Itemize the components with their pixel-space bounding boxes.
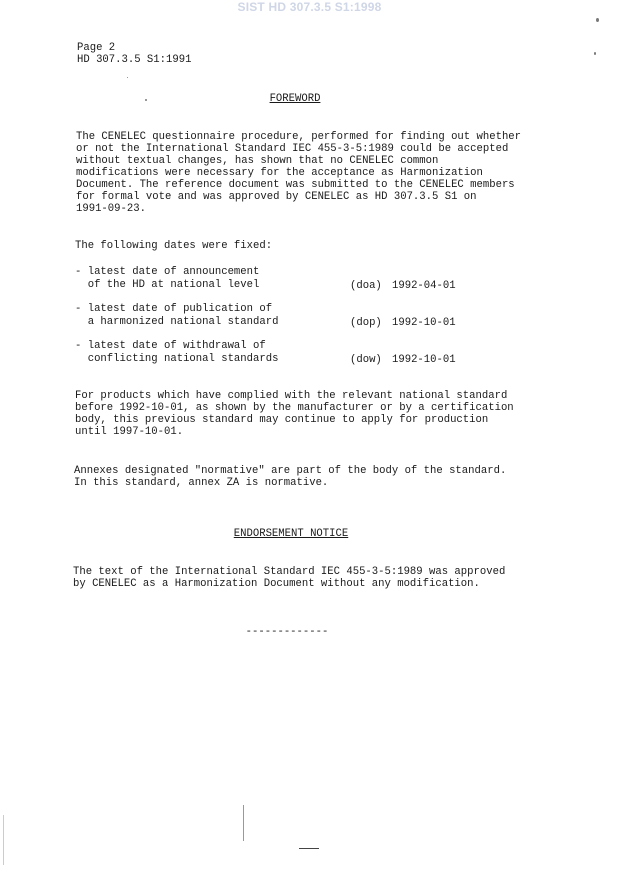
paragraph-line: or not the International Standard IEC 455-3-5:1989 could be accepted — [76, 143, 509, 155]
dates-intro: The following dates were fixed: — [75, 240, 273, 252]
date-item-label: - latest date of withdrawal of — [75, 340, 266, 352]
paragraph-line: for formal vote and was approved by CENELEC as HD 307.3.5 S1 on — [76, 191, 477, 203]
scan-mark — [243, 805, 244, 841]
date-item-label: - latest date of announcement — [75, 266, 260, 278]
endorsement-title: ENDORSEMENT NOTICE — [233, 528, 349, 540]
document-id: HD 307.3.5 S1:1991 — [77, 54, 192, 66]
date-code: (dop) — [350, 317, 382, 329]
paragraph-line: The text of the International Standard IEC 455-3-5:1989 was approved — [73, 566, 506, 578]
scan-speck — [127, 77, 128, 78]
watermark: SIST HD 307.3.5 S1:1998 — [237, 0, 382, 14]
date-value: 1992-10-01 — [392, 317, 456, 329]
date-code: (dow) — [350, 354, 382, 366]
scan-mark — [3, 815, 4, 865]
date-item-label: a harmonized national standard — [75, 316, 279, 328]
date-value: 1992-04-01 — [392, 280, 456, 292]
scan-speck — [594, 52, 596, 55]
date-value: 1992-10-01 — [392, 354, 456, 366]
paragraph-line: For products which have complied with the relevant national standard — [75, 390, 508, 402]
scan-mark — [299, 848, 319, 849]
paragraph-line: by CENELEC as a Harmonization Document without any modification. — [73, 578, 480, 590]
paragraph-line: 1991-09-23. — [76, 203, 146, 215]
paragraph-line: modifications were necessary for the acceptance as Harmonization — [76, 167, 483, 179]
scan-speck — [596, 18, 599, 22]
date-item-label: of the HD at national level — [75, 279, 260, 291]
paragraph-line: Annexes designated "normative" are part of the body of the standard. — [74, 465, 507, 477]
paragraph-line: Document. The reference document was submitted to the CENELEC members — [76, 179, 515, 191]
paragraph-line: before 1992-10-01, as shown by the manufacturer or by a certification — [75, 402, 514, 414]
paragraph-line: body, this previous standard may continue to apply for production — [75, 414, 489, 426]
paragraph-line: until 1997-10-01. — [75, 426, 184, 438]
paragraph-line: In this standard, annex ZA is normative. — [74, 477, 329, 489]
end-rule: ------------- — [245, 626, 329, 638]
page-number: Page 2 — [77, 42, 116, 54]
date-item-label: conflicting national standards — [75, 353, 279, 365]
paragraph-line: without textual changes, has shown that no CENELEC common — [76, 155, 439, 167]
paragraph-line: The CENELEC questionnaire procedure, performed for finding out whether — [76, 131, 522, 143]
date-item-label: - latest date of publication of — [75, 303, 273, 315]
date-code: (doa) — [350, 280, 382, 292]
scan-speck — [145, 99, 147, 101]
foreword-title: FOREWORD — [269, 93, 321, 105]
